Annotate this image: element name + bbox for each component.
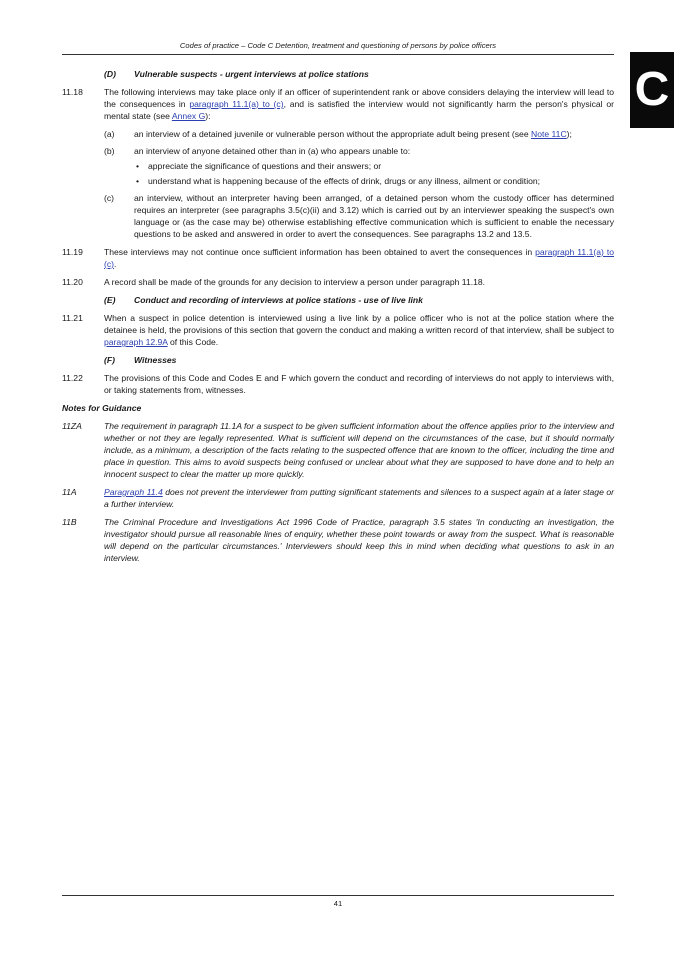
paragraph-11-22 xyxy=(62,372,614,396)
paragraph-number: 11.18 xyxy=(62,87,83,97)
paragraph-11-21 xyxy=(62,312,614,348)
section-d-letter: (D) xyxy=(104,69,116,79)
paragraph-number: 11.19 xyxy=(62,247,83,257)
section-f-letter: (F) xyxy=(104,355,115,365)
paragraph-text: of this Code. xyxy=(167,337,219,347)
bullet-item: • understand what is happening because of the effects of drink, drugs or any illness, ailment or condition; xyxy=(134,175,614,187)
page-number: 41 xyxy=(333,899,343,908)
note-11b xyxy=(62,516,614,564)
code-c-section-tab: C xyxy=(630,52,674,128)
paragraph-number: 11.20 xyxy=(62,277,83,287)
note-text: does not prevent the interviewer from putting significant statements and silences to a suspect again at a later stage or a further interview. xyxy=(104,487,615,509)
note-text: The Criminal Procedure and Investigations Act 1996 Code of Practice, paragraph 3.5 states 'In conducting an investigation, the investigator should pursue all reasonable lines of enquiry, whether these point towards or away from the suspect. What is reasonable will depend on the particular circumstances.' Interviewers should keep this in mind when deciding what questions to ask in an interview. xyxy=(104,517,614,563)
paragraph-text: . xyxy=(114,259,117,269)
paragraph-text: ): xyxy=(205,111,211,121)
paragraph-text: These interviews may not continue once sufficient information has been obtained to avert the consequences in xyxy=(104,247,536,257)
section-f-heading xyxy=(62,354,614,366)
section-e-title: Conduct and recording of interviews at police stations - use of live link xyxy=(134,295,423,305)
running-header: Codes of practice – Code C Detention, treatment and questioning of persons by police officers xyxy=(62,40,614,55)
link-annex-g[interactable]: Annex G xyxy=(171,111,206,121)
section-d-heading xyxy=(62,68,614,80)
link-paragraph-11-1[interactable]: paragraph 11.1(a) to (c) xyxy=(104,247,614,269)
item-text: an interview of a detained juvenile or vulnerable person without the appropriate adult being present (see xyxy=(134,129,531,139)
item-label: (c) xyxy=(104,193,115,203)
link-note-11c[interactable]: Note 11C xyxy=(531,129,567,139)
paragraph-number: 11.21 xyxy=(62,313,83,323)
link-paragraph-11-1[interactable]: paragraph 11.1(a) to (c) xyxy=(189,99,284,109)
paragraph-11-18-items xyxy=(62,128,614,240)
paragraph-text: The following interviews may take place only if an officer of superintendent rank or above considers delaying the interview will lead to the consequences in xyxy=(104,87,614,109)
bullet-item: • appreciate the significance of questions and their answers; or xyxy=(134,160,614,172)
paragraph-number: 11.22 xyxy=(62,373,83,383)
item-text: ); xyxy=(566,129,572,139)
note-text: The requirement in paragraph 11.1A for a suspect to be given sufficient information about the offence applies prior to the interview and whether or not they are legally represented. What is sufficient will depend on the circumstances of the case, but it should normally include, as a minimum, a description of the facts relating to the suspected offence that are known to the officer, including the time and place in question. This aims to avoid suspects being confused or unclear about what they are supposed to have done and to help an innocent suspect to clear the matter up more quickly. xyxy=(104,421,614,479)
note-11a xyxy=(62,486,614,510)
section-f-title: Witnesses xyxy=(134,355,177,365)
note-number: 11A xyxy=(62,487,77,497)
paragraph-11-19 xyxy=(62,246,614,270)
note-number: 11ZA xyxy=(62,421,82,431)
link-paragraph-11-4[interactable]: Paragraph 11.4 xyxy=(104,487,163,497)
paragraph-text: A record shall be made of the grounds for any decision to interview a person under paragraph 11.18. xyxy=(104,277,486,287)
notes-for-guidance-heading: Notes for Guidance xyxy=(62,403,142,413)
section-d-title: Vulnerable suspects - urgent interviews at police stations xyxy=(134,69,369,79)
item-label: (a) xyxy=(104,129,115,139)
section-e-heading xyxy=(62,294,614,306)
note-11za xyxy=(62,420,614,480)
item-a xyxy=(104,128,614,140)
item-label: (b) xyxy=(104,146,115,156)
item-text: an interview, without an interpreter having been arranged, of a detained person whom the custody officer has determined requires an interpreter (see paragraphs 3.5(c)(ii) and 3.12) which is carried out by an interviewer speaking the suspect's own language or (as the case may be) otherwise establishing effective communication which is sufficient to enable the necessary questions to be asked and answered in order to avert the consequences. See paragraphs 13.2 and 13.5. xyxy=(134,193,614,239)
section-e-letter: (E) xyxy=(104,295,116,305)
paragraph-text: The provisions of this Code and Codes E and F which govern the conduct and recording of interviews do not apply to interviews with, or taking statements from, witnesses. xyxy=(104,373,614,395)
paragraph-11-18 xyxy=(62,86,614,122)
paragraph-11-20 xyxy=(62,276,614,288)
note-number: 11B xyxy=(62,517,77,527)
link-paragraph-12-9a[interactable]: paragraph 12.9A xyxy=(104,337,168,347)
paragraph-text: When a suspect in police detention is interviewed using a live link by a police officer who is not at the police station where the detainee is held, the provisions of this section that govern the conduct and making a written record of that interview, shall be subject to xyxy=(104,313,614,335)
item-b xyxy=(104,145,614,187)
item-text: an interview of anyone detained other than in (a) who appears unable to: xyxy=(134,146,411,156)
paragraph-text: , and is satisfied the interview would not significantly harm the person's physical or mental state (see xyxy=(104,99,614,121)
page-content xyxy=(62,68,614,570)
footer-rule xyxy=(62,895,614,896)
item-c xyxy=(104,192,614,240)
